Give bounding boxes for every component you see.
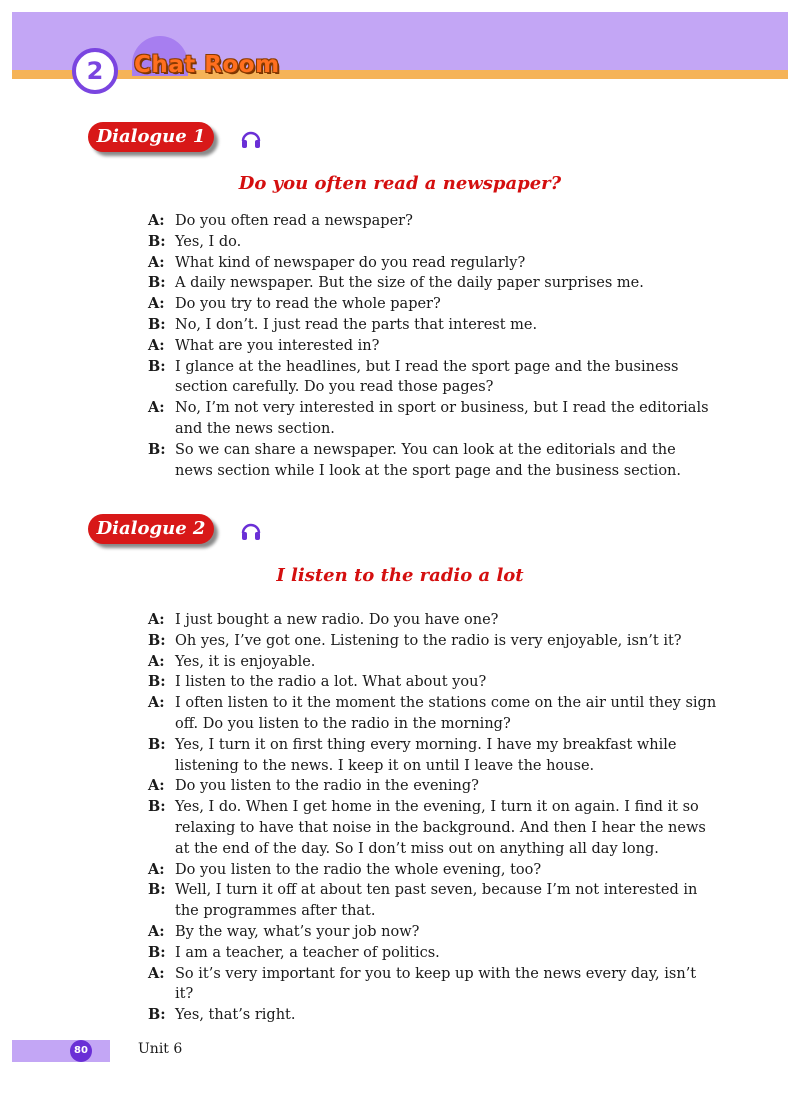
dialogue-line [148,652,718,673]
dialogue-line [148,440,718,482]
section-title: Chat Room [134,52,280,78]
utterance: A daily newspaper. But the size of the daily paper surprises me. [175,275,644,292]
dialogue-line [148,735,718,777]
speaker-label: A: [148,295,165,313]
speaker-label: B: [148,440,166,458]
dialogue-1-lines [148,211,718,481]
header-banner [12,12,788,70]
dialogue-line [148,232,718,253]
speaker-label: A: [148,860,165,878]
speaker-label: A: [148,964,165,982]
dialogue-line [148,797,718,859]
header-stripe [12,70,788,79]
dialogue-line [148,336,718,357]
dialogue-1-title: Do you often read a newspaper? [238,173,562,194]
speaker-label: A: [148,212,165,229]
speaker-label: B: [148,315,166,333]
dialogue-line [148,1005,718,1026]
speaker-label: B: [148,673,166,691]
utterance: By the way, what’s your job now? [175,923,420,940]
dialogue-line [148,776,718,797]
section-number-badge: 2 [72,48,118,94]
dialogue-line [148,672,718,693]
page-number: 80 [70,1040,92,1062]
utterance: What kind of newspaper do you read regularly? [175,254,526,271]
speaker-label: A: [148,922,165,940]
dialogue-line [148,211,718,232]
dialogue-line [148,922,718,943]
dialogue-line [148,610,718,631]
dialogue-line [148,631,718,652]
speaker-label: A: [148,336,165,354]
speaker-label: A: [148,611,165,628]
utterance: Yes, I do. When I get home in the evening, I turn it on again. I find it so relaxing to have that noise in the background. And then I hear the news at the end of the day. So I don’t miss out on anything all day long. [175,799,706,857]
dialogue-line [148,398,718,440]
utterance: Do you listen to the radio the whole evening, too? [175,861,542,878]
utterance: Do you try to read the whole paper? [175,296,441,313]
utterance: So it’s very important for you to keep up with the news every day, isn’t it? [175,965,697,1003]
dialogue-line [148,294,718,315]
speaker-label: A: [148,652,165,670]
utterance: No, I’m not very interested in sport or business, but I read the editorials and the news section. [175,400,709,437]
speaker-label: A: [148,694,165,712]
speaker-label: B: [148,735,166,753]
headphones-icon[interactable] [240,128,262,150]
utterance: Well, I turn it off at about ten past seven, because I’m not interested in the programmes after that. [175,882,698,920]
speaker-label: B: [148,798,166,816]
headphones-icon[interactable] [240,520,262,542]
dialogue-1-label: Dialogue 1 [88,122,214,152]
utterance: Yes, I do. [175,233,242,250]
speaker-label: A: [148,777,165,795]
speaker-label: B: [148,1006,166,1024]
dialogue-line [148,880,718,922]
utterance: I just bought a new radio. Do you have one? [175,612,499,628]
speaker-label: B: [148,943,166,961]
utterance: I am a teacher, a teacher of politics. [175,944,440,961]
speaker-label: B: [148,881,166,899]
utterance: Yes, it is enjoyable. [175,653,316,670]
dialogue-line [148,273,718,294]
dialogue-line [148,964,718,1006]
dialogue-line [148,943,718,964]
utterance: Do you listen to the radio in the evening? [175,778,479,795]
dialogue-2-label: Dialogue 2 [88,514,214,544]
speaker-label: A: [148,399,165,417]
dialogue-2-title: I listen to the radio a lot [276,565,524,586]
utterance: So we can share a newspaper. You can look at the editorials and the news section while I look at the sport page and the business section. [175,441,681,479]
utterance: I glance at the headlines, but I read the sport page and the business section carefully. Do you read those pages? [175,358,679,396]
speaker-label: B: [148,232,166,250]
utterance: Do you often read a newspaper? [175,213,413,229]
speaker-label: B: [148,631,166,649]
dialogue-line [148,315,718,336]
utterance: What are you interested in? [175,337,380,354]
utterance: I listen to the radio a lot. What about you? [175,674,487,691]
speaker-label: B: [148,274,166,292]
utterance: No, I don’t. I just read the parts that interest me. [175,316,538,333]
dialogue-line [148,253,718,274]
utterance: Yes, that’s right. [175,1007,296,1024]
dialogue-line [148,693,718,735]
footer-bar [12,1040,110,1062]
dialogue-line [148,860,718,881]
dialogue-2-lines [148,610,718,1026]
utterance: I often listen to it the moment the stations come on the air until they sign off. Do you listen to the radio in the morning? [175,695,717,732]
speaker-label: A: [148,253,165,271]
unit-label: Unit 6 [138,1041,183,1057]
utterance: Yes, I turn it on first thing every morning. I have my breakfast while listening to the news. I keep it on until I leave the house. [175,736,677,774]
dialogue-line [148,357,718,399]
utterance: Oh yes, I’ve got one. Listening to the radio is very enjoyable, isn’t it? [175,632,682,649]
speaker-label: B: [148,357,166,375]
